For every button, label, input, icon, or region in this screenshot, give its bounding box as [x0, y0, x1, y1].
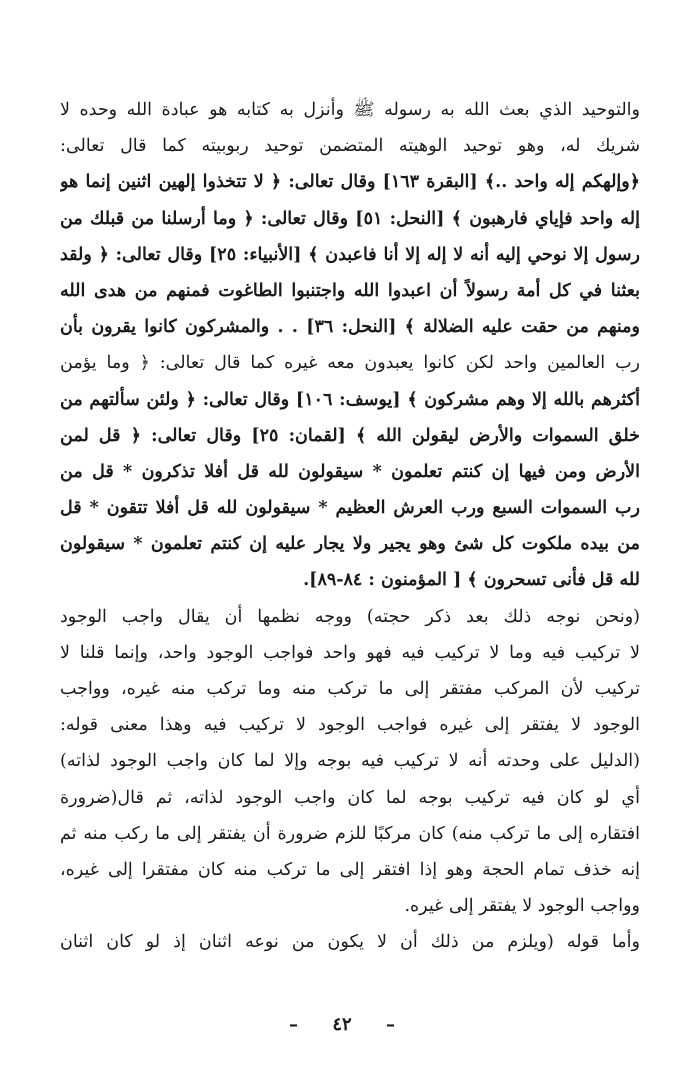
text-line-23: وواجب الوجود لا يفتقر إلى غيره.	[404, 896, 640, 917]
text-line-11: الأرض ومن فيها إن كنتم تعلمون * سيقولون لله قل أفلا تذكرون * قل من	[60, 461, 640, 482]
text-line-4: إله واحد فإياي فارهبون ﴾ [النحل: ٥١] وقال تعالى: ﴿ وما أرسلنا من قبلك من	[60, 208, 640, 229]
text-line-2: شريك له، وهو توحيد الوهيته المتضمن توحيد ربوبيته كما قال تعالى:	[60, 136, 640, 157]
footer-dash-right: –	[385, 1014, 395, 1035]
text-line-13: من بيده ملكوت كل شئ وهو يجير ولا يجار عليه إن كنتم تعلمون * سيقولون	[60, 534, 640, 555]
text-line-22: إنه خذف تمام الحجة وهو إذا افتقر إلى ما تركب منه كان مفتقرا إلى غيره،	[60, 859, 640, 880]
text-line-9: أكثرهم بالله إلا وهم مشركون ﴾ [يوسف: ١٠٦] وقال تعالى: ﴿ ولئن سألتهم من	[60, 389, 640, 410]
text-line-1: والتوحيد الذي بعث الله به رسوله ﷺ وأنزل به كتابه هو عبادة الله وحده لا	[60, 100, 640, 120]
text-line-6: بعثنا في كل أمة رسولاً أن اعبدوا الله واجتنبوا الطاغوت فمنهم من هدى الله	[60, 280, 640, 301]
page-body	[60, 92, 640, 961]
footer-dash-left: –	[289, 1014, 299, 1035]
text-line-12: رب السموات السبع ورب العرش العظيم * سيقولون لله قل أفلا تتقون * قل	[60, 498, 640, 519]
text-line-15: (ونحن نوجه ذلك بعد ذكر حجته) ووجه نظمها أن يقال واجب الوجود	[60, 606, 640, 627]
text-line-19: (الدليل على وحدته أنه لا تركيب فيه بوجه وإلا لما كان واجب الوجود لذاته)	[60, 751, 640, 772]
page-number: ٤٢	[332, 1014, 352, 1035]
text-line-5: رسول إلا نوحي إليه أنه لا إله إلا أنا فاعبدن ﴾ [الأنبياء: ٢٥] وقال تعالى: ﴿ ولقد	[60, 244, 640, 265]
text-line-20: أي لو كان فيه تركيب بوجه لما كان واجب الوجود لذاته، ثم قال(ضرورة	[60, 787, 640, 808]
text-line-8: رب العالمين واحد لكن كانوا يعبدون معه غيره كما قال تعالى: ﴿ وما يؤمن	[60, 353, 640, 374]
text-line-24: وأما قوله (ويلزم من ذلك أن لا يكون من نوعه اثنان إذ لو كان اثنان	[60, 932, 640, 953]
text-line-21: افتقاره إلى ما تركب منه) كان مركبًا للزم ضرورة أن يفتقر إلى ما ركب منه ثم	[60, 823, 640, 844]
text-line-18: الوجود لا يفتقر إلى غيره فواجب الوجود لا تركيب فيه وهذا معنى قوله:	[60, 715, 640, 736]
text-line-16: لا تركيب فيه وما لا تركيب فيه فهو واحد فواجب الوجود واحد، وإنما قلنا لا	[60, 642, 640, 663]
text-line-3: ﴿وإلهكم إله واحد ..﴾ [البقرة ١٦٣] وقال تعالى: ﴿ لا تتخذوا إلهين اثنين إنما هو	[60, 172, 640, 193]
text-line-7: ومنهم من حقت عليه الضلالة ﴾ [النحل: ٣٦] . . والمشركون كانوا يقرون بأن	[60, 317, 640, 338]
text-line-10: خلق السموات والأرض ليقولن الله ﴾ [لقمان: ٢٥] وقال تعالى: ﴿ قل لمن	[60, 425, 640, 446]
page-number-footer	[0, 1014, 684, 1035]
text-line-14: لله قل فأنى تسحرون ﴾ [ المؤمنون : ٨٤-٨٩].	[303, 570, 640, 591]
text-line-17: تركيب لأن المركب مفتقر إلى ما تركب منه وما تركب منه غيره، وواجب	[60, 679, 640, 699]
